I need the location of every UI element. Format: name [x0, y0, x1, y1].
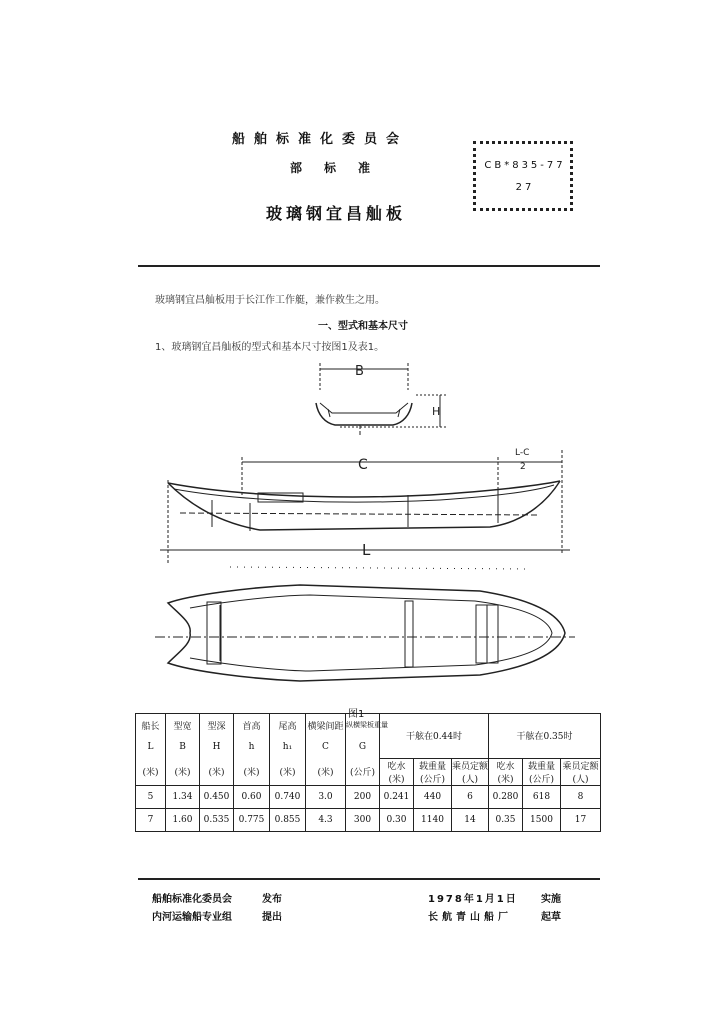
standard-number-box [473, 141, 573, 211]
col-header-weight: 纵横梁板重量 [346, 714, 380, 737]
header-divider [138, 265, 600, 267]
table-cell: 4.3 [306, 808, 346, 831]
table-cell: 1.34 [166, 785, 200, 808]
table-cell: 200 [346, 785, 380, 808]
table-cell: 1500 [523, 808, 561, 831]
sub-header-cell: 载重量 (公斤) [414, 758, 452, 785]
table-cell: 0.775 [234, 808, 270, 831]
table-cell: 6 [452, 785, 489, 808]
table-cell: 5 [136, 785, 166, 808]
table-cell: 3.0 [306, 785, 346, 808]
sub-header-cell: 乘员定额 (人) [452, 758, 489, 785]
issuer-name: 船舶标准化委员会 [152, 894, 232, 905]
effective-action: 实施 [541, 894, 561, 905]
dim-lc-numerator: L-C [515, 448, 530, 458]
table-row [136, 808, 601, 831]
table-cell: 7 [136, 808, 166, 831]
symbol-cell: h₁ [270, 736, 306, 758]
dim-b-label: B [355, 364, 364, 379]
table-cell: 0.60 [234, 785, 270, 808]
col-header-stern-height: 尾高 [270, 714, 306, 737]
drafter-name: 长航青山船厂 [428, 912, 512, 923]
header-row [136, 714, 601, 737]
intro-paragraph: 玻璃钢宜昌舢板用于长江作工作艇，兼作救生之用。 [155, 295, 385, 306]
table-cell: 8 [561, 785, 601, 808]
proposer-name: 内河运输船专业组 [152, 912, 232, 923]
table-cell: 440 [414, 785, 452, 808]
col-header-length: 船长 [136, 714, 166, 737]
effective-date: 1978年1月1日 [428, 894, 518, 905]
cross-section-view [316, 363, 446, 437]
dim-lc-denominator: 2 [520, 462, 526, 472]
unit-cell: (米) [270, 758, 306, 785]
unit-cell: (米) [234, 758, 270, 785]
unit-row [136, 758, 601, 785]
symbol-cell: H [200, 736, 234, 758]
symbol-cell: C [306, 736, 346, 758]
table-cell: 0.855 [270, 808, 306, 831]
dim-l-label: L [362, 541, 371, 559]
table-cell: 1140 [414, 808, 452, 831]
unit-cell: (公斤) [346, 758, 380, 785]
table-cell: 300 [346, 808, 380, 831]
table-cell: 1.60 [166, 808, 200, 831]
section-heading: 一、型式和基本尺寸 [318, 321, 408, 332]
plan-view [155, 585, 575, 681]
table-row [136, 785, 601, 808]
table-cell: 0.241 [380, 785, 414, 808]
footer-divider [138, 878, 600, 880]
unit-cell: (米) [306, 758, 346, 785]
issuer-action: 发布 [262, 894, 282, 905]
clause-1: 1、玻璃钢宜昌舢板的型式和基本尺寸按图1及表1。 [155, 342, 385, 353]
unit-cell: (米) [200, 758, 234, 785]
table-cell: 0.450 [200, 785, 234, 808]
table-cell: 0.535 [200, 808, 234, 831]
group-header-freeboard-044: 干舷在0.44时 [380, 714, 489, 759]
document-title: 玻璃钢宜昌舢板 [266, 204, 407, 223]
sub-header-cell: 载重量 (公斤) [523, 758, 561, 785]
unit-cell: (米) [136, 758, 166, 785]
figure-caption: 图1 [348, 709, 365, 720]
sub-header-cell: 吃水 (米) [380, 758, 414, 785]
col-header-depth: 型深 [200, 714, 234, 737]
symbol-cell: h [234, 736, 270, 758]
table-cell: 0.35 [489, 808, 523, 831]
standard-page: 27 [515, 182, 535, 193]
col-header-frame-spacing: 横梁间距 [306, 714, 346, 737]
table-cell: 0.740 [270, 785, 306, 808]
proposer-action: 提出 [262, 912, 282, 923]
col-header-bow-height: 首高 [234, 714, 270, 737]
sub-header-cell: 吃水 (米) [489, 758, 523, 785]
drafter-action: 起草 [541, 912, 561, 923]
symbol-cell: B [166, 736, 200, 758]
symbol-cell: G [346, 736, 380, 758]
unit-cell: (米) [166, 758, 200, 785]
table-cell: 0.280 [489, 785, 523, 808]
standard-code: CB*835-77 [484, 160, 566, 171]
sub-header-cell: 乘员定额 (人) [561, 758, 601, 785]
standard-category: 部标准 [290, 161, 393, 175]
dimensions-table [135, 713, 601, 832]
committee-name: 船舶标准化委员会 [232, 132, 409, 147]
table-cell: 618 [523, 785, 561, 808]
table-cell: 17 [561, 808, 601, 831]
table-cell: 0.30 [380, 808, 414, 831]
symbol-cell: L [136, 736, 166, 758]
table-cell: 14 [452, 808, 489, 831]
boat-drawing [150, 355, 590, 705]
col-header-beam: 型宽 [166, 714, 200, 737]
dim-c-label: C [358, 457, 368, 473]
dim-h-label: H [432, 405, 441, 418]
group-header-freeboard-035: 干舷在0.35时 [489, 714, 601, 759]
